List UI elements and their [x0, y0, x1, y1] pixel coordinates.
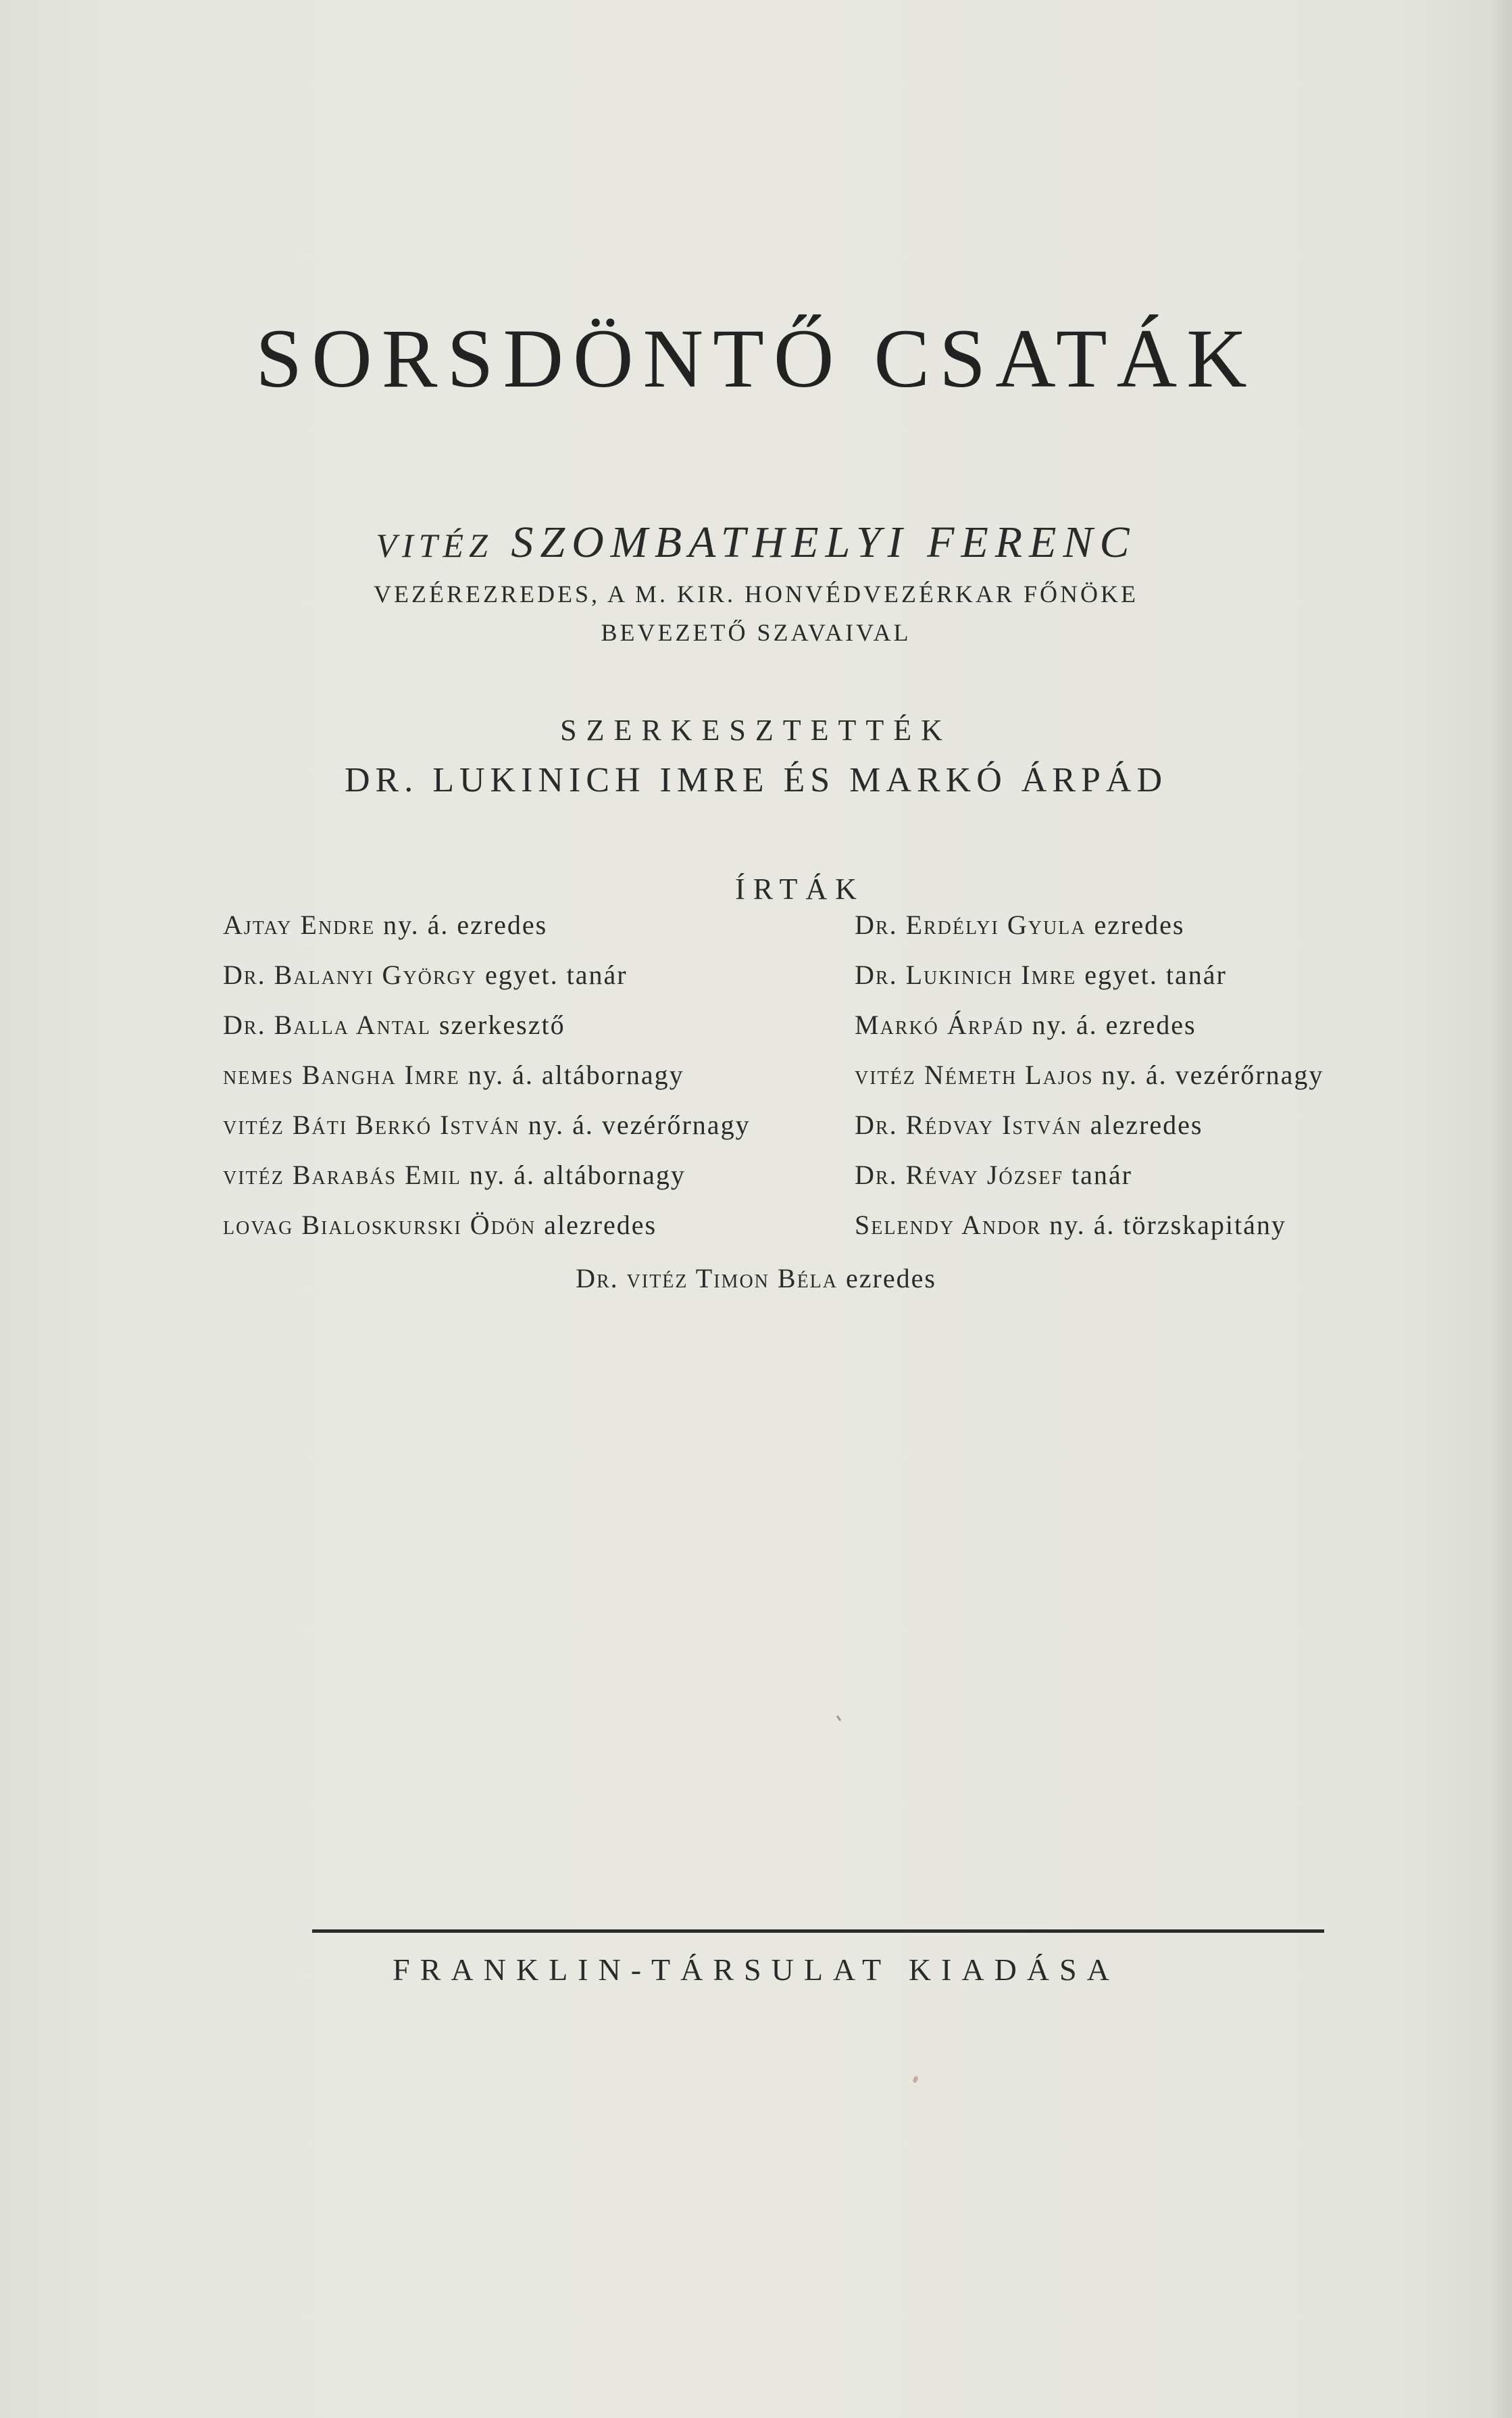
author-role: egyet. tanár	[485, 960, 628, 990]
author-entry	[855, 1059, 1512, 1109]
author-entry	[855, 1109, 1512, 1159]
book-title: SORSDÖNTŐ CSATÁK	[255, 312, 1257, 405]
author-name: Dr. Balanyi György	[223, 960, 477, 990]
author-entry	[855, 1009, 1512, 1059]
author-role: alezredes	[544, 1210, 657, 1240]
editors-label: SZERKESZTETTÉK	[560, 714, 952, 747]
author-name: nemes Bangha Imre	[223, 1060, 460, 1090]
author-name: lovag Bialoskurski Ödön	[223, 1210, 536, 1240]
introducer-rank: VEZÉREZREDES, A M. KIR. HONVÉDVEZÉRKAR FŐNÖKE	[374, 581, 1138, 608]
author-name: vitéz Báti Berkó István	[223, 1110, 520, 1140]
author-name: vitéz Németh Lajos	[855, 1060, 1094, 1090]
author-entry	[855, 959, 1512, 1009]
author-entry	[223, 909, 899, 959]
divider-rule	[312, 1929, 1324, 1933]
author-role: ny. á. ezredes	[1032, 1010, 1196, 1040]
introducer-name: SZOMBATHELYI FERENC	[511, 518, 1136, 567]
paper-speck	[836, 1715, 842, 1721]
author-entry	[223, 1059, 899, 1109]
introducer-line	[0, 517, 1512, 568]
author-role: ny. á. ezredes	[383, 910, 548, 940]
author-entry	[223, 1109, 899, 1159]
author-entry	[855, 909, 1512, 959]
preface-note: BEVEZETŐ SZAVAIVAL	[601, 619, 911, 646]
author-role: szerkesztő	[438, 1010, 565, 1040]
author-name: vitéz Barabás Emil	[223, 1160, 461, 1190]
author-role: ny. á. altábornagy	[469, 1160, 686, 1190]
author-role: ezredes	[846, 1263, 936, 1293]
author-entry	[223, 959, 899, 1009]
author-role: alezredes	[1090, 1110, 1203, 1140]
author-role: ny. á. vezérőrnagy	[528, 1110, 751, 1140]
author-role: ny. á. altábornagy	[468, 1060, 684, 1090]
author-entry-final	[0, 1262, 1512, 1294]
author-entry	[855, 1159, 1512, 1209]
author-name: Selendy Andor	[855, 1210, 1042, 1240]
author-entry	[223, 1009, 899, 1059]
author-name: Dr. Rédvay István	[855, 1110, 1082, 1140]
author-role: tanár	[1071, 1160, 1132, 1190]
authors-left-column	[223, 909, 899, 1259]
editors-names: DR. LUKINICH IMRE ÉS MARKÓ ÁRPÁD	[344, 761, 1168, 799]
authors-right-column	[855, 909, 1512, 1259]
author-entry	[223, 1209, 899, 1259]
author-role: ny. á. vezérőrnagy	[1101, 1060, 1324, 1090]
author-role: ezredes	[1094, 910, 1185, 940]
author-name: Dr. Révay József	[855, 1160, 1063, 1190]
author-entry	[223, 1159, 899, 1209]
author-name: Dr. Lukinich Imre	[855, 960, 1077, 990]
introducer-prefix: VITÉZ	[376, 526, 493, 564]
author-name: Dr. vitéz Timon Béla	[576, 1263, 838, 1293]
author-name: Markó Árpád	[855, 1010, 1024, 1040]
author-role: egyet. tanár	[1084, 960, 1227, 990]
author-entry	[855, 1209, 1512, 1259]
paper-speck	[912, 2075, 919, 2083]
author-name: Dr. Erdélyi Gyula	[855, 910, 1086, 940]
author-name: Ajtay Endre	[223, 910, 376, 940]
author-role: ny. á. törzskapitány	[1049, 1210, 1286, 1240]
authors-label: ÍRTÁK	[735, 872, 865, 906]
publisher-imprint: FRANKLIN-TÁRSULAT KIADÁSA	[393, 1952, 1119, 1987]
author-name: Dr. Balla Antal	[223, 1010, 431, 1040]
